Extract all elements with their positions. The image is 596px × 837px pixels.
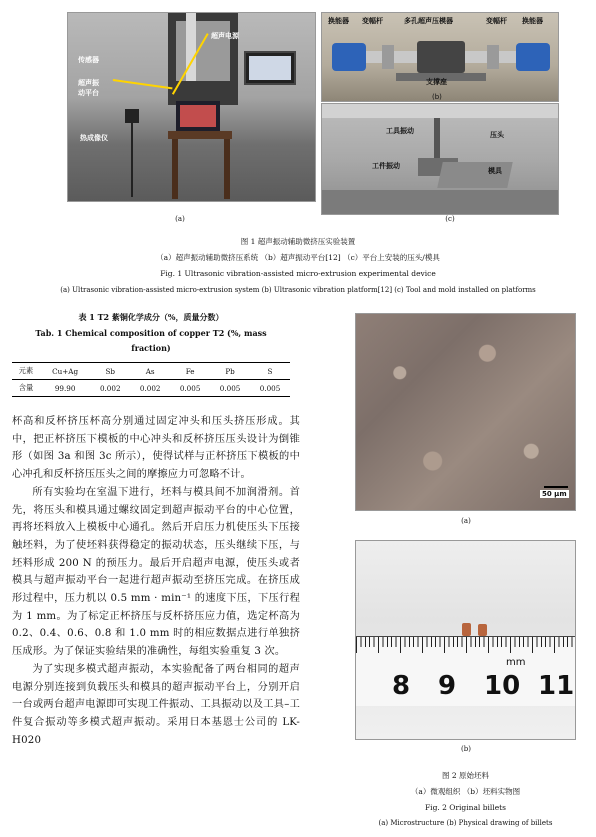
table1-value-cell: 0.005 <box>250 380 290 397</box>
body-paragraph-1: 杯高和反杯挤压杯高分别通过固定冲头和压头挤压形成。其中，把正杯挤压下模板的中心冲头和反杯挤压压头设计为倒锥形（如图 3a 和图 3c 所示），使得试样与正杯挤压下模板的中心冲孔和反杯挤压压头之间的摩擦应力可忽略不计。 <box>12 416 300 481</box>
figure1-panel-a-photo <box>67 12 316 202</box>
body-paragraph-2: 所有实验均在室温下进行，坯料与模具间不加润滑剂。首先，将压头和模具通过螺纹固定到超声振动平台的中心位置，再将坯料放入上模板中心通孔。然后开启压力机使压头下压接触坯料，为了使坯料获得稳定的振动状态，压头继续下压，与坯料形成 200 N 的预压力。最后开启超声电源，使压头或者模具与超声振动平台一起进行超声振动至挤压完成。在挤压成形过程中，压力机以 0.5 mm · min⁻¹ 的速度下压，下压行程为 1 mm。为了标定正杯挤压与反杯挤压应力值，选定杯高为 0.2、0.4、0.6、0.8 和 1.0 mm 时的相应数据点进行单独挤压成形。为了保证实验结果的准确性，每组实验重复 3 次。 <box>12 486 300 658</box>
table1-value-cell: 0.005 <box>170 380 210 397</box>
table1-row-label: 含量 <box>12 380 40 397</box>
figure1-subcaption-cn: （a）超声振动辅助微挤压系统 （b）超声振动平台[12] （c）平台上安装的压头/模具 <box>156 253 440 262</box>
label-support-base: 支撑座 <box>426 78 447 86</box>
label-mold: 模具 <box>488 167 502 175</box>
table1-title-en-line2: fraction) <box>131 343 171 353</box>
figure2-sublabel-a: (a) <box>461 517 471 525</box>
table1-header-cell: Cu+Ag <box>40 363 90 380</box>
label-transducer-left: 换能器 <box>328 17 349 25</box>
table1-header-cell: As <box>130 363 170 380</box>
table1-header-cell: 元素 <box>12 363 40 380</box>
figure1-panel-c-sublabel: (c) <box>445 215 455 223</box>
label-vibration-platform: 超声振动平台 <box>78 79 99 97</box>
ruler-unit-label: mm <box>506 657 526 668</box>
figure1-caption-cn: 图 1 超声振动辅助微挤压实验装置 <box>240 237 356 246</box>
figure2-caption-cn: 图 2 原始坯料 <box>441 771 490 780</box>
figure2-scale-bar: 50 μm <box>542 490 567 498</box>
figure1-panel-b-sublabel: (b) <box>432 93 442 101</box>
table1-value-cell: 0.002 <box>90 380 130 397</box>
figure2-subcaption-cn: （a）微观组织 （b）坯料实物图 <box>410 787 521 796</box>
table-row <box>12 380 290 397</box>
table1-header-cell: Fe <box>170 363 210 380</box>
figure1-panel-b-photo <box>321 12 559 102</box>
table1-value-cell: 99.90 <box>40 380 90 397</box>
table1-header-cell: S <box>250 363 290 380</box>
body-paragraph-3: 为了实现多模式超声振动，本实验配备了两台相同的超声电源分别连接到负载压头和模具的超声振动平台上，分别开启一台或两台超声电源即可实现工件振动、工具振动以及工具–工件复合振动等多模式超声振动。采用日本基恩士公司的 LK-H020 <box>12 663 300 746</box>
label-workpiece-vibration: 工件振动 <box>372 162 400 170</box>
label-thermal-imager: 热成像仪 <box>80 134 108 142</box>
billet <box>478 624 487 636</box>
label-horn-right: 变幅杆 <box>486 17 507 25</box>
figure1-subcaption-en: (a) Ultrasonic vibration-assisted micro-extrusion system (b) Ultrasonic vibration platform[12] (c) Tool and mold installed on platforms <box>60 286 536 294</box>
table1-title-en-line1: Tab. 1 Chemical composition of copper T2 (%, mass <box>35 328 267 338</box>
ruler-number: 11 <box>538 671 575 701</box>
figure2-subcaption-en: (a) Microstructure (b) Physical drawing of billets <box>378 819 553 827</box>
figure1-panel-a-sublabel: (a) <box>175 215 185 223</box>
figure1-caption-en: Fig. 1 Ultrasonic vibration-assisted micro-extrusion experimental device <box>160 269 436 278</box>
ruler-number: 8 <box>392 671 411 701</box>
label-sensor: 传感器 <box>78 56 99 64</box>
table1-title-cn: 表 1 T2 紫铜化学成分（%，质量分数） <box>78 312 224 322</box>
table1-header-row <box>12 363 290 380</box>
table1-value-cell: 0.005 <box>210 380 250 397</box>
label-transducer-right: 换能器 <box>522 17 543 25</box>
ruler <box>356 636 576 706</box>
body-text-column <box>12 413 300 749</box>
figure2-sublabel-b: (b) <box>461 745 471 753</box>
table1-header-cell: Sb <box>90 363 130 380</box>
label-porous-die: 多孔超声压模器 <box>404 17 453 25</box>
figure2-microstructure-photo <box>355 313 576 511</box>
billet <box>462 623 471 636</box>
ruler-number: 10 <box>484 671 521 701</box>
table1-header-cell: Pb <box>210 363 250 380</box>
figure2-caption-en: Fig. 2 Original billets <box>424 803 507 812</box>
table1 <box>12 362 290 397</box>
figure1-panel-c-photo <box>321 103 559 215</box>
table1-value-cell: 0.002 <box>130 380 170 397</box>
figure2-billets-photo <box>355 540 576 740</box>
label-horn-left: 变幅杆 <box>362 17 383 25</box>
label-ultrasonic-power: 超声电源 <box>211 32 239 40</box>
label-tool-vibration: 工具振动 <box>386 127 414 135</box>
label-indenter: 压头 <box>490 131 504 139</box>
ruler-number: 9 <box>438 671 457 701</box>
